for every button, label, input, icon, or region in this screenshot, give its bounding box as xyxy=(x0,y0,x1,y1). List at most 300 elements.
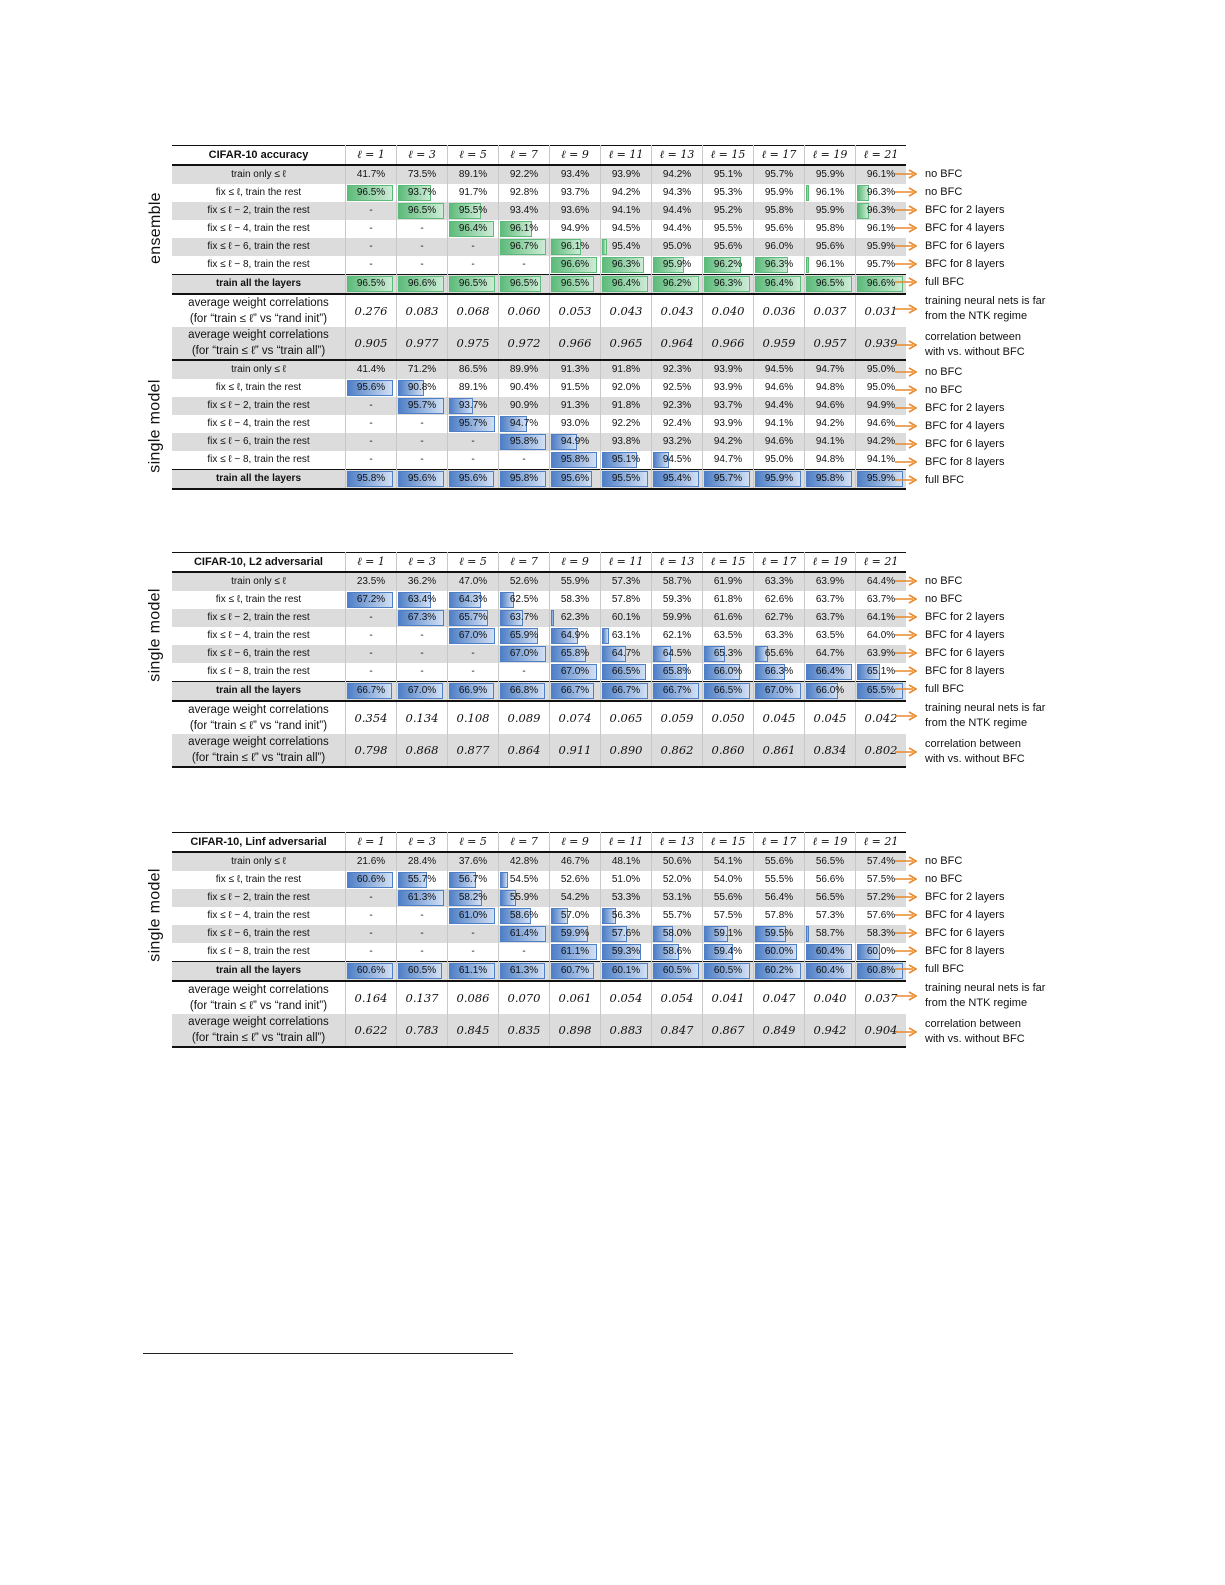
table-cell xyxy=(550,572,601,591)
table-cell xyxy=(652,360,703,379)
table-cell xyxy=(448,591,499,609)
cell-value: 41.7% xyxy=(356,169,386,180)
table-cell xyxy=(754,360,805,379)
correlation-note xyxy=(895,734,1075,770)
cell-value: 60.4% xyxy=(815,946,845,957)
group-label-text: ensemble xyxy=(147,192,164,264)
table-cell xyxy=(448,627,499,645)
row-note xyxy=(895,608,1075,626)
note-text xyxy=(925,257,1004,272)
cell-value: 94.2% xyxy=(815,418,845,429)
table-cell xyxy=(448,572,499,591)
cell-value: 61.6% xyxy=(713,612,743,623)
table-cell xyxy=(499,415,550,433)
note-text xyxy=(925,401,1004,416)
table-cell xyxy=(346,415,397,433)
correlation-row xyxy=(172,981,906,1014)
table-cell xyxy=(448,415,499,433)
table-cell xyxy=(754,184,805,202)
table-cell xyxy=(499,627,550,645)
cell-value: 56.3% xyxy=(611,910,641,921)
table-cell xyxy=(550,397,601,415)
cell-value: 94.6% xyxy=(866,418,896,429)
row-label: fix ≤ ℓ, train the rest xyxy=(215,594,302,605)
cell-value: 95.6% xyxy=(764,223,794,234)
note-line: BFC for 8 layers xyxy=(925,455,1005,468)
table-cell xyxy=(499,609,550,627)
table-cell xyxy=(652,275,703,295)
correlation-note xyxy=(895,698,1075,734)
table-cell xyxy=(346,627,397,645)
table-cell xyxy=(652,645,703,663)
cell-value: 60.5% xyxy=(407,965,437,976)
correlation-label-line: average weight correlations xyxy=(188,736,329,748)
correlation-value: 0.849 xyxy=(754,1014,805,1047)
cell-value: 89.9% xyxy=(509,364,539,375)
table-cell xyxy=(703,433,754,451)
note-line: no BFC xyxy=(925,854,963,867)
cell-value: 57.5% xyxy=(866,874,896,885)
cell-value: 94.7% xyxy=(509,418,539,429)
correlation-value: 0.802 xyxy=(856,734,907,767)
cell-value: - xyxy=(420,241,424,252)
table-row xyxy=(172,889,906,907)
table-cell xyxy=(703,275,754,295)
table-cell xyxy=(652,572,703,591)
cell-value: 95.8% xyxy=(815,223,845,234)
arrow-icon xyxy=(895,684,917,694)
correlation-value: 0.059 xyxy=(652,701,703,734)
row-note xyxy=(895,572,1075,590)
table-cell xyxy=(805,397,856,415)
cell-value: 57.8% xyxy=(611,594,641,605)
table-cell xyxy=(397,889,448,907)
table-cell xyxy=(601,415,652,433)
table-cell xyxy=(652,415,703,433)
correlation-note xyxy=(895,291,1075,327)
row-note xyxy=(895,219,1075,237)
cell-value: 41.4% xyxy=(356,364,386,375)
note-text xyxy=(925,737,1025,767)
table-cell xyxy=(397,360,448,379)
group-label xyxy=(143,572,169,698)
cell-value: 57.5% xyxy=(713,910,743,921)
cell-value: 62.1% xyxy=(662,630,692,641)
table-cell xyxy=(448,925,499,943)
correlation-value: 0.050 xyxy=(703,701,754,734)
cell-value: 96.2% xyxy=(713,259,743,270)
note-line: BFC for 2 layers xyxy=(925,610,1005,623)
cell-value: 58.0% xyxy=(662,928,692,939)
table-cell xyxy=(346,609,397,627)
table-cell xyxy=(346,645,397,663)
table-cell xyxy=(550,925,601,943)
table-cell xyxy=(448,645,499,663)
arrow-icon xyxy=(895,946,917,956)
table-cell xyxy=(754,852,805,871)
table-cell xyxy=(448,184,499,202)
cell-value: - xyxy=(522,666,526,677)
cell-value: 96.3% xyxy=(866,205,896,216)
value-bar xyxy=(500,872,508,888)
cell-value: 91.3% xyxy=(560,364,590,375)
correlation-value: 0.054 xyxy=(601,981,652,1014)
cell-value: 94.5% xyxy=(764,364,794,375)
note-text xyxy=(925,592,962,607)
table-cell xyxy=(397,165,448,184)
table-row xyxy=(172,962,906,982)
table-cell xyxy=(754,256,805,275)
table-row xyxy=(172,572,906,591)
cell-value: 93.7% xyxy=(560,187,590,198)
table-row xyxy=(172,871,906,889)
table-cell xyxy=(397,451,448,470)
note-line: full BFC xyxy=(925,962,965,975)
cell-value: 95.9% xyxy=(815,169,845,180)
correlation-value: 0.957 xyxy=(805,327,856,360)
table-cell xyxy=(448,889,499,907)
cell-value: 63.7% xyxy=(866,594,896,605)
note-line: BFC for 6 layers xyxy=(925,646,1005,659)
note-line: no BFC xyxy=(925,574,963,587)
table-cell xyxy=(601,256,652,275)
note-text xyxy=(925,185,962,200)
cell-value: 62.5% xyxy=(509,594,539,605)
table-cell xyxy=(703,220,754,238)
row-label: fix ≤ ℓ − 8, train the rest xyxy=(207,666,310,677)
note-line: BFC for 6 layers xyxy=(925,239,1005,252)
table-cell xyxy=(805,889,856,907)
cell-value: 66.5% xyxy=(713,685,743,696)
correlation-value: 0.086 xyxy=(448,981,499,1014)
cell-value: 63.5% xyxy=(815,630,845,641)
cell-value: 65.5% xyxy=(866,685,896,696)
table-cell xyxy=(652,470,703,490)
note-line: BFC for 8 layers xyxy=(925,664,1005,677)
table-cell xyxy=(805,415,856,433)
cell-value: - xyxy=(369,259,373,270)
cell-value: - xyxy=(369,400,373,411)
table-cell xyxy=(703,889,754,907)
correlation-value: 0.137 xyxy=(397,981,448,1014)
table-cell xyxy=(397,238,448,256)
table-cell xyxy=(601,645,652,663)
table-cell xyxy=(754,238,805,256)
cell-value: 65.6% xyxy=(764,648,794,659)
correlation-value: 0.905 xyxy=(346,327,397,360)
cell-value: 56.4% xyxy=(764,892,794,903)
table-cell xyxy=(499,451,550,470)
correlation-value: 0.898 xyxy=(550,1014,601,1047)
cell-value: 54.0% xyxy=(713,874,743,885)
cell-value: 95.8% xyxy=(356,473,386,484)
cell-value: 94.9% xyxy=(866,400,896,411)
cell-value: 96.5% xyxy=(458,278,488,289)
cell-value: 94.3% xyxy=(662,187,692,198)
cell-value: 36.2% xyxy=(407,576,437,587)
row-label: train only ≤ ℓ xyxy=(172,360,346,379)
cell-value: 95.4% xyxy=(611,241,641,252)
value-bar xyxy=(806,185,809,201)
cell-value: - xyxy=(369,205,373,216)
table-row xyxy=(172,360,906,379)
table-cell xyxy=(805,238,856,256)
correlation-value: 0.845 xyxy=(448,1014,499,1047)
correlation-label-line: average weight correlations xyxy=(188,1016,329,1028)
cell-value: - xyxy=(522,946,526,957)
cell-value: 52.6% xyxy=(509,576,539,587)
cell-value: 95.5% xyxy=(458,205,488,216)
note-text xyxy=(925,926,1004,941)
cell-value: 92.0% xyxy=(611,382,641,393)
cell-value: 47.0% xyxy=(458,576,488,587)
correlation-value: 0.061 xyxy=(550,981,601,1014)
note-line: full BFC xyxy=(925,473,965,486)
table-cell xyxy=(652,238,703,256)
table-row xyxy=(172,682,906,702)
cell-value: 66.0% xyxy=(713,666,743,677)
arrow-icon xyxy=(895,421,917,431)
note-text xyxy=(925,944,1004,959)
table-cell xyxy=(550,682,601,702)
note-line: BFC for 2 layers xyxy=(925,890,1005,903)
column-header: ℓ = 5 xyxy=(448,833,499,853)
cell-value: - xyxy=(420,223,424,234)
row-label: fix ≤ ℓ − 2, train the rest xyxy=(172,889,346,907)
cell-value: 95.9% xyxy=(764,187,794,198)
correlation-value: 0.834 xyxy=(805,734,856,767)
table-cell xyxy=(601,451,652,470)
cell-value: 63.5% xyxy=(713,630,743,641)
table-cell xyxy=(703,572,754,591)
table-cell xyxy=(448,379,499,397)
cell-value: 96.5% xyxy=(815,278,845,289)
cell-value: 67.0% xyxy=(560,666,590,677)
correlation-value: 0.942 xyxy=(805,1014,856,1047)
correlation-value: 0.054 xyxy=(652,981,703,1014)
correlation-value: 0.877 xyxy=(448,734,499,767)
table-cell xyxy=(346,433,397,451)
correlation-row xyxy=(172,294,906,327)
correlation-value: 0.798 xyxy=(346,734,397,767)
table-cell xyxy=(601,682,652,702)
table-cell xyxy=(805,379,856,397)
table-cell xyxy=(703,943,754,962)
table-cell xyxy=(550,470,601,490)
correlation-note xyxy=(895,978,1075,1014)
value-bar xyxy=(806,926,809,942)
column-header: ℓ = 15 xyxy=(703,553,754,573)
cell-value: 94.8% xyxy=(815,382,845,393)
table-cell xyxy=(550,256,601,275)
table-cell xyxy=(550,360,601,379)
table-cell xyxy=(601,572,652,591)
arrow-icon xyxy=(895,991,917,1001)
cell-value: 73.5% xyxy=(407,169,437,180)
cell-value: 91.8% xyxy=(611,400,641,411)
table-cell xyxy=(448,360,499,379)
cell-value: 58.7% xyxy=(815,928,845,939)
table-row xyxy=(172,943,906,962)
row-note xyxy=(895,165,1075,183)
row-label: fix ≤ ℓ − 4, train the rest xyxy=(207,223,310,234)
table-row xyxy=(172,433,906,451)
cell-value: 96.5% xyxy=(509,278,539,289)
row-note xyxy=(895,590,1075,608)
table-cell xyxy=(550,220,601,238)
table-row xyxy=(172,645,906,663)
cell-value: 95.7% xyxy=(866,259,896,270)
table-cell xyxy=(703,609,754,627)
note-text xyxy=(925,203,1004,218)
table-cell xyxy=(754,275,805,295)
cell-value: 65.3% xyxy=(713,648,743,659)
cell-value: 95.7% xyxy=(764,169,794,180)
column-header: ℓ = 9 xyxy=(550,833,601,853)
table-cell xyxy=(805,627,856,645)
note-line: no BFC xyxy=(925,185,963,198)
cell-value: 61.3% xyxy=(407,892,437,903)
table-cell xyxy=(601,962,652,982)
row-label: fix ≤ ℓ, train the rest xyxy=(215,382,302,393)
cell-value: 93.7% xyxy=(458,400,488,411)
correlation-value: 0.060 xyxy=(499,294,550,327)
arrow-icon xyxy=(895,964,917,974)
table-cell xyxy=(703,925,754,943)
arrow-icon xyxy=(895,457,917,467)
cell-value: 64.7% xyxy=(815,648,845,659)
table-row xyxy=(172,415,906,433)
cell-value: 96.5% xyxy=(356,187,386,198)
cell-value: 95.0% xyxy=(866,364,896,375)
table-cell xyxy=(499,591,550,609)
row-label: fix ≤ ℓ − 8, train the rest xyxy=(207,454,310,465)
arrow-icon xyxy=(895,205,917,215)
cell-value: 93.4% xyxy=(509,205,539,216)
cell-value: 95.6% xyxy=(458,473,488,484)
table-cell xyxy=(499,184,550,202)
column-header: ℓ = 17 xyxy=(754,833,805,853)
cell-value: 93.9% xyxy=(713,364,743,375)
arrow-icon xyxy=(895,892,917,902)
note-line: no BFC xyxy=(925,592,963,605)
cell-value: 66.7% xyxy=(611,685,641,696)
table-cell xyxy=(652,943,703,962)
cell-value: - xyxy=(522,454,526,465)
correlation-value: 0.867 xyxy=(703,1014,754,1047)
column-header: ℓ = 11 xyxy=(601,553,652,573)
cell-value: 60.1% xyxy=(611,965,641,976)
note-text xyxy=(925,455,1004,470)
correlation-value: 0.134 xyxy=(397,701,448,734)
cell-value: - xyxy=(369,630,373,641)
table-cell xyxy=(550,451,601,470)
table-cell xyxy=(754,627,805,645)
correlation-value: 0.042 xyxy=(856,701,907,734)
cell-value: 57.0% xyxy=(560,910,590,921)
cell-value: 28.4% xyxy=(407,856,437,867)
cell-value: 95.6% xyxy=(356,382,386,393)
cell-value: 95.6% xyxy=(713,241,743,252)
note-text xyxy=(925,908,1004,923)
arrow-icon xyxy=(895,747,917,757)
cell-value: 94.5% xyxy=(611,223,641,234)
cell-value: 67.3% xyxy=(407,612,437,623)
correlation-value: 0.904 xyxy=(856,1014,907,1047)
correlation-label-line: average weight correlations xyxy=(188,704,329,716)
cell-value: 59.3% xyxy=(662,594,692,605)
cell-value: 57.2% xyxy=(866,892,896,903)
table-cell xyxy=(754,889,805,907)
cell-value: 95.3% xyxy=(713,187,743,198)
table-cell xyxy=(754,433,805,451)
table-cell xyxy=(754,415,805,433)
cell-value: 62.3% xyxy=(560,612,590,623)
table-cell xyxy=(703,202,754,220)
cell-value: 92.2% xyxy=(611,418,641,429)
cell-value: 94.4% xyxy=(764,400,794,411)
table-cell xyxy=(601,165,652,184)
note-text xyxy=(925,610,1004,625)
cell-value: 61.1% xyxy=(560,946,590,957)
cell-value: 94.1% xyxy=(815,436,845,447)
arrow-icon xyxy=(895,223,917,233)
cell-value: 93.9% xyxy=(713,382,743,393)
cell-value: 61.8% xyxy=(713,594,743,605)
table-cell xyxy=(397,572,448,591)
cell-value: 56.7% xyxy=(458,874,488,885)
column-header: ℓ = 15 xyxy=(703,146,754,166)
cell-value: 95.8% xyxy=(509,473,539,484)
note-text xyxy=(925,890,1004,905)
cell-value: 66.5% xyxy=(611,666,641,677)
row-note xyxy=(895,644,1075,662)
cell-value: 63.3% xyxy=(764,630,794,641)
cell-value: 94.6% xyxy=(815,400,845,411)
cell-value: 96.4% xyxy=(458,223,488,234)
table-cell xyxy=(652,663,703,682)
column-header: ℓ = 11 xyxy=(601,833,652,853)
cell-value: - xyxy=(369,910,373,921)
header-row xyxy=(172,146,906,166)
table-cell xyxy=(448,943,499,962)
correlation-value: 0.083 xyxy=(397,294,448,327)
cell-value: 56.6% xyxy=(815,874,845,885)
table-cell xyxy=(703,907,754,925)
correlation-value: 0.074 xyxy=(550,701,601,734)
cell-value: - xyxy=(471,928,475,939)
cell-value: - xyxy=(369,946,373,957)
table-cell xyxy=(550,415,601,433)
column-header: ℓ = 1 xyxy=(346,553,397,573)
cell-value: 55.6% xyxy=(713,892,743,903)
column-header: ℓ = 13 xyxy=(652,833,703,853)
arrow-icon xyxy=(895,304,917,314)
row-label: fix ≤ ℓ − 6, train the rest xyxy=(172,645,346,663)
note-text xyxy=(925,701,1045,731)
cell-value: 90.4% xyxy=(509,382,539,393)
cell-value: 64.3% xyxy=(458,594,488,605)
table-cell xyxy=(754,572,805,591)
arrow-icon xyxy=(895,910,917,920)
table-cell xyxy=(397,275,448,295)
table-cell xyxy=(448,871,499,889)
arrow-icon xyxy=(895,928,917,938)
cell-value: 92.2% xyxy=(509,169,539,180)
cell-value: 55.9% xyxy=(509,892,539,903)
cell-value: 59.5% xyxy=(764,928,794,939)
cell-value: 94.2% xyxy=(662,169,692,180)
